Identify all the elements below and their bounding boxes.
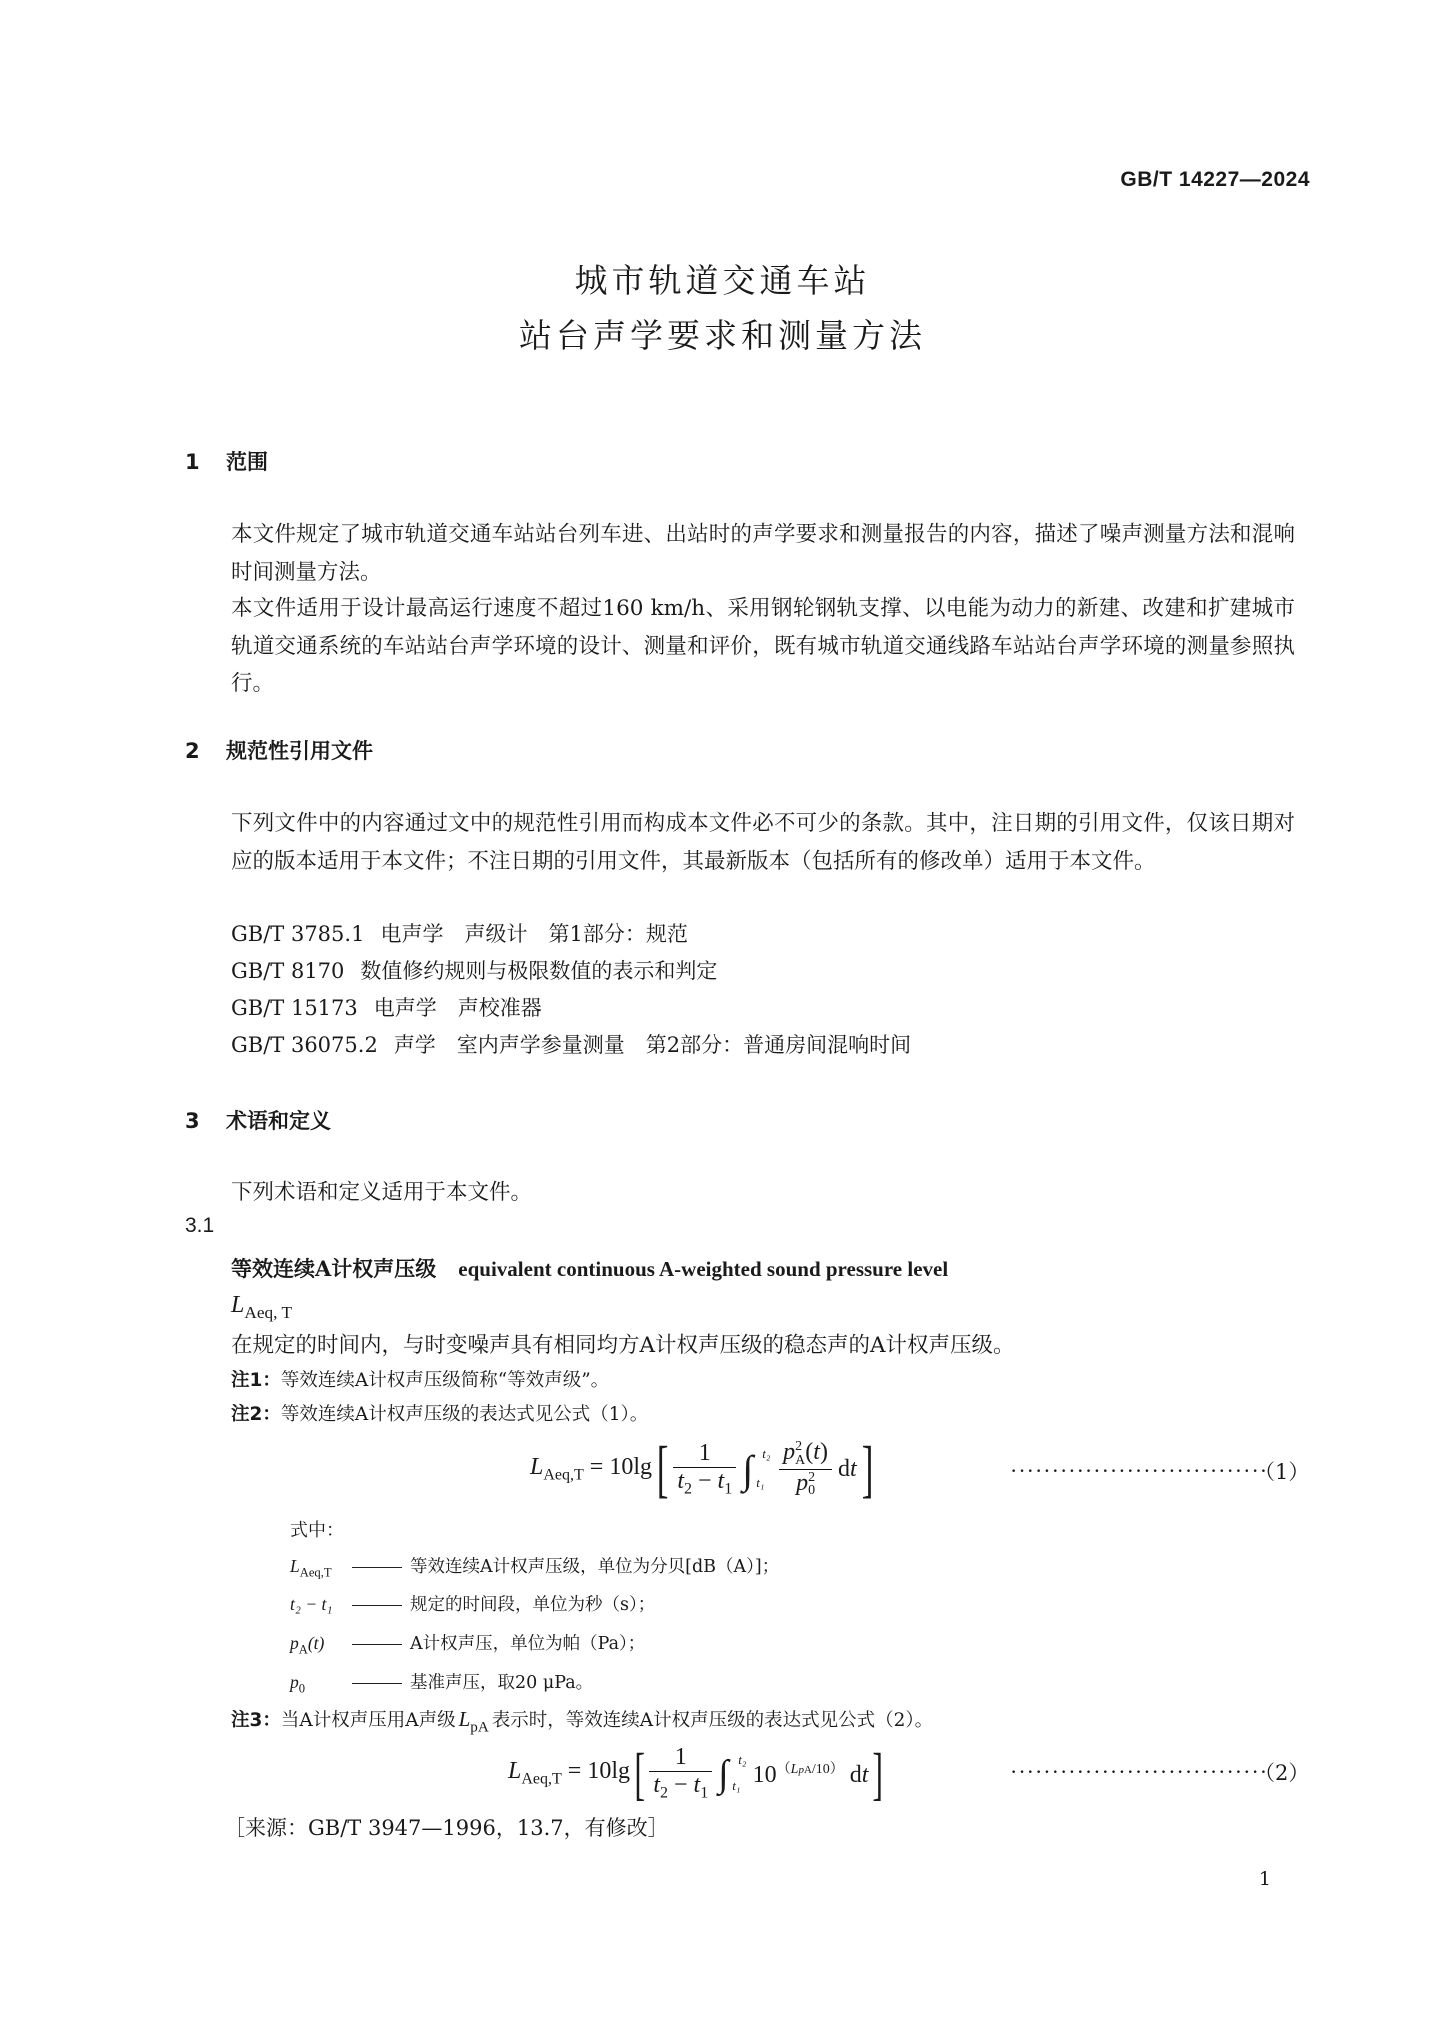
section-title: 范围 <box>226 450 268 474</box>
reference-title: 数值修约规则与极限数值的表示和判定 <box>360 959 718 983</box>
variable-description: 规定的时间段，单位为秒（s）； <box>410 1595 656 1615</box>
note-3: 注3：当A计权声压用A声级 $L_{pA}$ 表示时，等效连续A计权声压级的表达式见公式（2）。 <box>231 1707 934 1736</box>
reference-title: 声学 室内声学参量测量 第2部分：普通房间混响时间 <box>393 1033 912 1057</box>
normative-reference-2 <box>231 955 717 985</box>
note-text: 等效连续A计权声压级的表达式见公式（1）。 <box>280 1404 649 1425</box>
dash-divider <box>352 1683 402 1684</box>
normative-reference-1 <box>231 918 688 948</box>
variable-row-1 <box>290 1553 779 1580</box>
reference-title: 电声学 声级计 第1部分：规范 <box>380 922 688 946</box>
term-definition: 在规定的时间内，与时变噪声具有相同均方A计权声压级的稳态声的A计权声压级。 <box>231 1333 1015 1358</box>
note-label: 注3： <box>231 1710 281 1731</box>
variable-description: 等效连续A计权声压级，单位为分贝[dB（A）]； <box>410 1557 780 1577</box>
variable-row-4 <box>290 1669 593 1696</box>
term-number: 3.1 <box>185 1214 215 1237</box>
reference-title: 电声学 声校准器 <box>373 996 542 1020</box>
note-label: 注1： <box>231 1370 281 1391</box>
section-3-heading <box>185 1105 331 1135</box>
variable-description: A计权声压，单位为帕（Pa）； <box>410 1634 646 1654</box>
paragraph-text: 本文件规定了城市轨道交通车站站台列车进、出站时的声学要求和测量报告的内容，描述了噪声测量方法和混响时间测量方法。 <box>231 522 1295 585</box>
formula-2: $L_{Aeq,T} = 10\lg$ [ $\frac{1}{t_2 - t_1}$ ∫ t₂ t₁ $10^{(LpA/10)}$ dt ] <box>508 1741 884 1806</box>
section-number: 1 <box>185 450 200 474</box>
reference-code: GB/T 36075.2 <box>231 1033 378 1057</box>
note-text: 等效连续A计权声压级简称“等效声级”。 <box>280 1370 610 1391</box>
section-title: 术语和定义 <box>226 1109 331 1133</box>
term-source: ［来源：GB/T 3947—1996，13.7，有修改］ <box>224 1816 669 1840</box>
document-title-line2: 站台声学要求和测量方法 <box>519 316 926 355</box>
section-number: 2 <box>185 739 200 763</box>
formula-1-leader: ······························· <box>1010 1458 1269 1483</box>
term-symbol: $L_{Aeq, T}$ <box>231 1292 292 1323</box>
normative-reference-4 <box>231 1029 911 1059</box>
note-symbol: $L_{pA}$ <box>458 1707 489 1736</box>
term-title <box>231 1253 948 1283</box>
variable-symbol: $L_{Aeq,T}$ <box>290 1556 332 1580</box>
section-1-paragraph-1 <box>185 516 1295 591</box>
dash-divider <box>352 1605 402 1606</box>
section-2-intro <box>185 805 1295 880</box>
variable-row-2 <box>290 1591 655 1616</box>
term-title-zh: 等效连续A计权声压级 <box>231 1256 437 1281</box>
paragraph-text: 下列文件中的内容通过文中的规范性引用而构成本文件必不可少的条款。其中，注日期的引用文件，仅该日期对应的版本适用于本文件；不注日期的引用文件，其最新版本（包括所有的修改单）适用于本文件。 <box>231 811 1295 874</box>
standard-number: GB/T 14227—2024 <box>1120 168 1310 191</box>
where-label: 式中： <box>290 1520 344 1541</box>
note-1 <box>231 1366 609 1392</box>
normative-reference-3 <box>231 992 542 1022</box>
variable-symbol: t₂ − t₁ <box>290 1594 333 1614</box>
reference-code: GB/T 3785.1 <box>231 922 365 946</box>
note-2 <box>231 1400 648 1426</box>
dash-divider <box>352 1644 402 1645</box>
page-number: 1 <box>1258 1868 1271 1890</box>
section-2-heading <box>185 735 373 765</box>
paragraph-text: 本文件适用于设计最高运行速度不超过160 km/h、采用钢轮钢轨支撑、以电能为动力的新建、改建和扩建城市轨道交通系统的车站站台声学环境的设计、测量和评价，既有城市轨道交通线路车站站台声学环境的测量参照执行。 <box>231 596 1295 696</box>
formula-1: $L_{Aeq,T} = 10\lg$ [ $\frac{1}{t_2 - t_1}$ ∫ t₂ t₁ $\frac{p^2_A(t)}{p^2_0}$ dt ] <box>530 1433 874 1504</box>
variable-symbol: $p_0$ <box>290 1672 306 1696</box>
formula-2-leader: ······························· <box>1010 1759 1269 1784</box>
section-number: 3 <box>185 1109 200 1133</box>
formula-1-number: （1） <box>1254 1460 1310 1484</box>
section-title: 规范性引用文件 <box>226 739 373 763</box>
reference-code: GB/T 15173 <box>231 996 358 1020</box>
section-3-intro: 下列术语和定义适用于本文件。 <box>231 1180 533 1205</box>
variable-description: 基准声压，取20 μPa。 <box>410 1673 594 1693</box>
variable-symbol: $p_A(t)$ <box>290 1633 325 1657</box>
term-title-en: equivalent continuous A-weighted sound pressure level <box>458 1257 949 1281</box>
section-1-heading <box>185 446 268 476</box>
reference-code: GB/T 8170 <box>231 959 345 983</box>
variable-row-3 <box>290 1630 645 1657</box>
dash-divider <box>352 1567 402 1568</box>
formula-2-number: （2） <box>1254 1761 1310 1785</box>
document-title-line1: 城市轨道交通车站 <box>574 261 871 300</box>
note-label: 注2： <box>231 1404 281 1425</box>
section-1-paragraph-2 <box>185 590 1295 703</box>
